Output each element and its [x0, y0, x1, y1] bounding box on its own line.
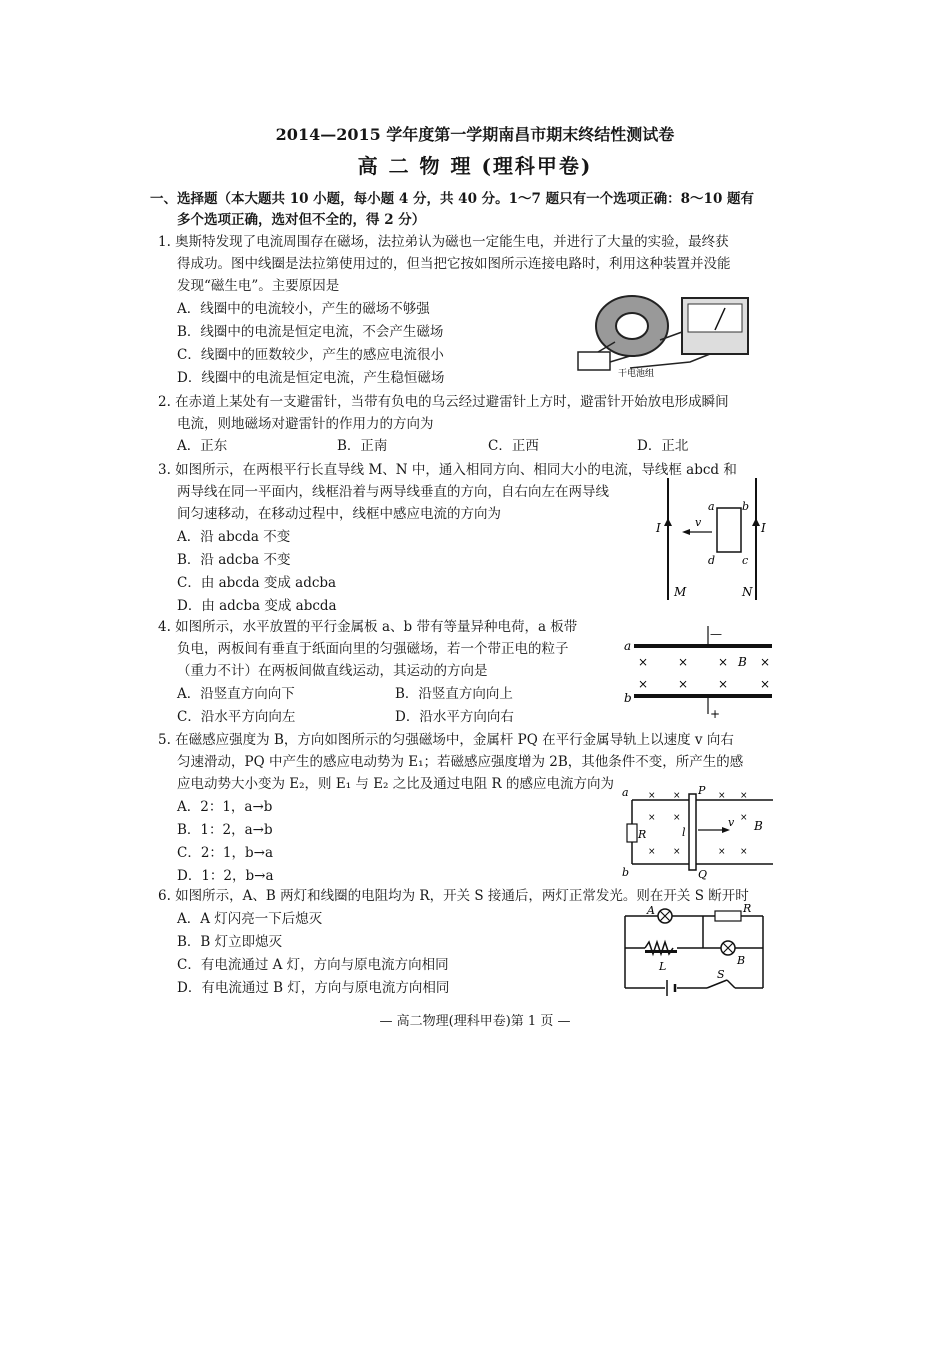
q5-stem-line3: 应电动势大小变为 E₂，则 E₁ 与 E₂ 之比及通过电阻 R 的感应电流方向为 [177, 776, 615, 792]
q6-fig-a: A [647, 904, 655, 917]
field-cross-mark: × [648, 791, 656, 801]
q3-fig-b: b [742, 500, 750, 513]
section-heading-line1: 一、选择题（本大题共 10 小题，每小题 4 分，共 40 分。1～7 题只有一个选项正确：8～10 题有 [150, 191, 755, 207]
q5-fig-v: v [728, 816, 735, 829]
q2-option-c: C．正西 [488, 438, 539, 454]
field-cross-mark: × [678, 677, 689, 691]
q5-fig-b: b [622, 866, 630, 879]
q1-stem-line3: 发现“磁生电”。主要原因是 [177, 278, 340, 294]
q5-fig-a: a [622, 786, 629, 799]
q5-option-b: B．1：2，a→b [177, 822, 273, 838]
q1-option-b: B．线圈中的电流是恒定电流，不会产生磁场 [177, 324, 444, 340]
q3-stem-line1: 3. 如图所示，在两根平行长直导线 M、N 中，通入相同方向、相同大小的电流，导线框 abcd 和 [158, 462, 737, 478]
field-cross-mark: × [740, 813, 748, 823]
q4-field-crosses [638, 655, 770, 691]
q6-fig-l: L [659, 960, 667, 973]
q3-option-b: B．沿 adcba 不变 [177, 552, 291, 568]
q2-stem-line2: 电流，则地磁场对避雷针的作用力的方向为 [177, 416, 434, 432]
q5-option-d: D．1：2，b→a [177, 868, 274, 884]
q6-option-d: D．有电流通过 B 灯，方向与原电流方向相同 [177, 980, 450, 996]
q4-fig-b-field: B [738, 655, 747, 669]
q5-stem-line1: 5. 在磁感应强度为 B，方向如图所示的匀强磁场中，金属杆 PQ 在平行金属导轨上以速度 v 向右 [158, 732, 734, 748]
field-cross-mark: × [718, 677, 729, 691]
q6-option-c: C．有电流通过 A 灯，方向与原电流方向相同 [177, 957, 449, 973]
q3-fig-c: c [742, 554, 749, 567]
field-cross-mark: × [673, 791, 681, 801]
q1-option-a: A．线圈中的电流较小，产生的磁场不够强 [177, 301, 430, 317]
q2-option-d: D．正北 [637, 438, 689, 454]
q4-fig-plus: + [710, 707, 721, 721]
q3-option-a: A．沿 abcda 不变 [177, 529, 291, 545]
q3-fig-d: d [708, 554, 716, 567]
q6-self-induction-circuit-figure [615, 900, 775, 996]
q3-option-d: D．由 adcba 变成 abcda [177, 598, 337, 614]
q4-option-a: A．沿竖直方向向下 [177, 686, 295, 702]
field-cross-mark: × [638, 677, 649, 691]
field-cross-mark: × [678, 655, 689, 669]
field-cross-mark: × [638, 655, 649, 669]
q3-fig-i-right: I [761, 521, 766, 535]
q4-option-c: C．沿水平方向向左 [177, 709, 296, 725]
q3-option-c: C．由 abcda 变成 adcba [177, 575, 337, 591]
field-cross-mark: × [740, 791, 748, 801]
q4-stem-line3: （重力不计）在两板间做直线运动，其运动的方向是 [177, 663, 488, 679]
field-cross-mark: × [718, 847, 726, 857]
q1-option-d: D．线圈中的电流是恒定电流，产生稳恒磁场 [177, 370, 445, 386]
q1-coil-apparatus-figure [570, 292, 780, 382]
q1-figure-label: 干电池组 [618, 369, 655, 379]
q3-stem-line3: 间匀速移动，在移动过程中，线框中感应电流的方向为 [177, 506, 501, 522]
q5-fig-l: l [682, 826, 686, 839]
q3-fig-m: M [674, 585, 687, 599]
q1-option-c: C．线圈中的匝数较少，产生的感应电流很小 [177, 347, 444, 363]
q3-stem-line2: 两导线在同一平面内，线框沿着与两导线垂直的方向，自右向左在两导线 [177, 484, 609, 500]
q5-rail-circuit-figure [618, 784, 778, 880]
q5-fig-r: R [638, 828, 647, 841]
q3-fig-n: N [742, 585, 753, 599]
q1-stem-line1: 1. 奥斯特发现了电流周围存在磁场，法拉弟认为磁也一定能生电，并进行了大量的实验，最终获 [158, 234, 729, 250]
q5-option-a: A．2：1，a→b [177, 799, 273, 815]
q4-fig-a: a [624, 639, 632, 653]
q4-option-b: B．沿竖直方向向上 [395, 686, 513, 702]
q3-fig-a: a [708, 500, 715, 513]
field-cross-mark: × [760, 677, 771, 691]
section-heading-line2: 多个选项正确，选对但不全的，得 2 分） [177, 212, 426, 228]
q6-fig-s: S [717, 968, 725, 981]
q6-option-a: A．A 灯闪亮一下后熄灭 [177, 911, 323, 927]
field-cross-mark: × [648, 847, 656, 857]
exam-title: 2014—2015 学年度第一学期南昌市期末终结性测试卷 [275, 125, 675, 144]
field-cross-mark: × [718, 655, 729, 669]
field-cross-mark: × [760, 655, 771, 669]
q5-option-c: C．2：1，b→a [177, 845, 274, 861]
q3-fig-i-left: I [656, 521, 661, 535]
q5-stem-line2: 匀速滑动，PQ 中产生的感应电动势为 E₁；若磁感应强度增为 2B，其他条件不变，所产生的感 [177, 754, 744, 770]
q1-stem-line2: 得成功。图中线圈是法拉第使用过的，但当把它按如图所示连接电路时，利用这种装置并没能 [177, 256, 731, 272]
page-footer: — 高二物理(理科甲卷)第 1 页 — [379, 1014, 571, 1029]
q4-parallel-plates-figure [620, 622, 780, 722]
q5-fig-b-field: B [754, 819, 763, 833]
q2-stem-line1: 2. 在赤道上某处有一支避雷针，当带有负电的乌云经过避雷针上方时，避雷针开始放电形成瞬间 [158, 394, 729, 410]
field-cross-mark: × [740, 847, 748, 857]
field-cross-mark: × [718, 791, 726, 801]
q3-parallel-wires-figure [650, 478, 770, 603]
field-cross-mark: × [648, 813, 656, 823]
q4-option-d: D．沿水平方向向右 [395, 709, 514, 725]
field-cross-mark: × [673, 813, 681, 823]
q4-fig-b: b [624, 691, 632, 705]
exam-subtitle: 高 二 物 理 (理科甲卷) [357, 154, 593, 178]
q6-stem-line1: 6. 如图所示，A、B 两灯和线圈的电阻均为 R，开关 S 接通后，两灯正常发光。则在开关 S 断开时 [158, 888, 749, 904]
q6-fig-r: R [743, 902, 752, 915]
q4-stem-line2: 负电，两板间有垂直于纸面向里的匀强磁场，若一个带正电的粒子 [177, 641, 569, 657]
q6-option-b: B．B 灯立即熄灭 [177, 934, 283, 950]
q2-option-b: B．正南 [337, 438, 388, 454]
q3-fig-v: v [695, 516, 702, 529]
q4-fig-minus: — [710, 627, 722, 641]
field-cross-mark: × [673, 847, 681, 857]
q2-option-a: A．正东 [177, 438, 228, 454]
q5-fig-q: Q [698, 868, 708, 880]
q6-fig-b: B [737, 954, 746, 967]
q5-fig-p: P [698, 784, 706, 797]
q4-stem-line1: 4. 如图所示，水平放置的平行金属板 a、b 带有等量异种电荷，a 板带 [158, 619, 578, 635]
